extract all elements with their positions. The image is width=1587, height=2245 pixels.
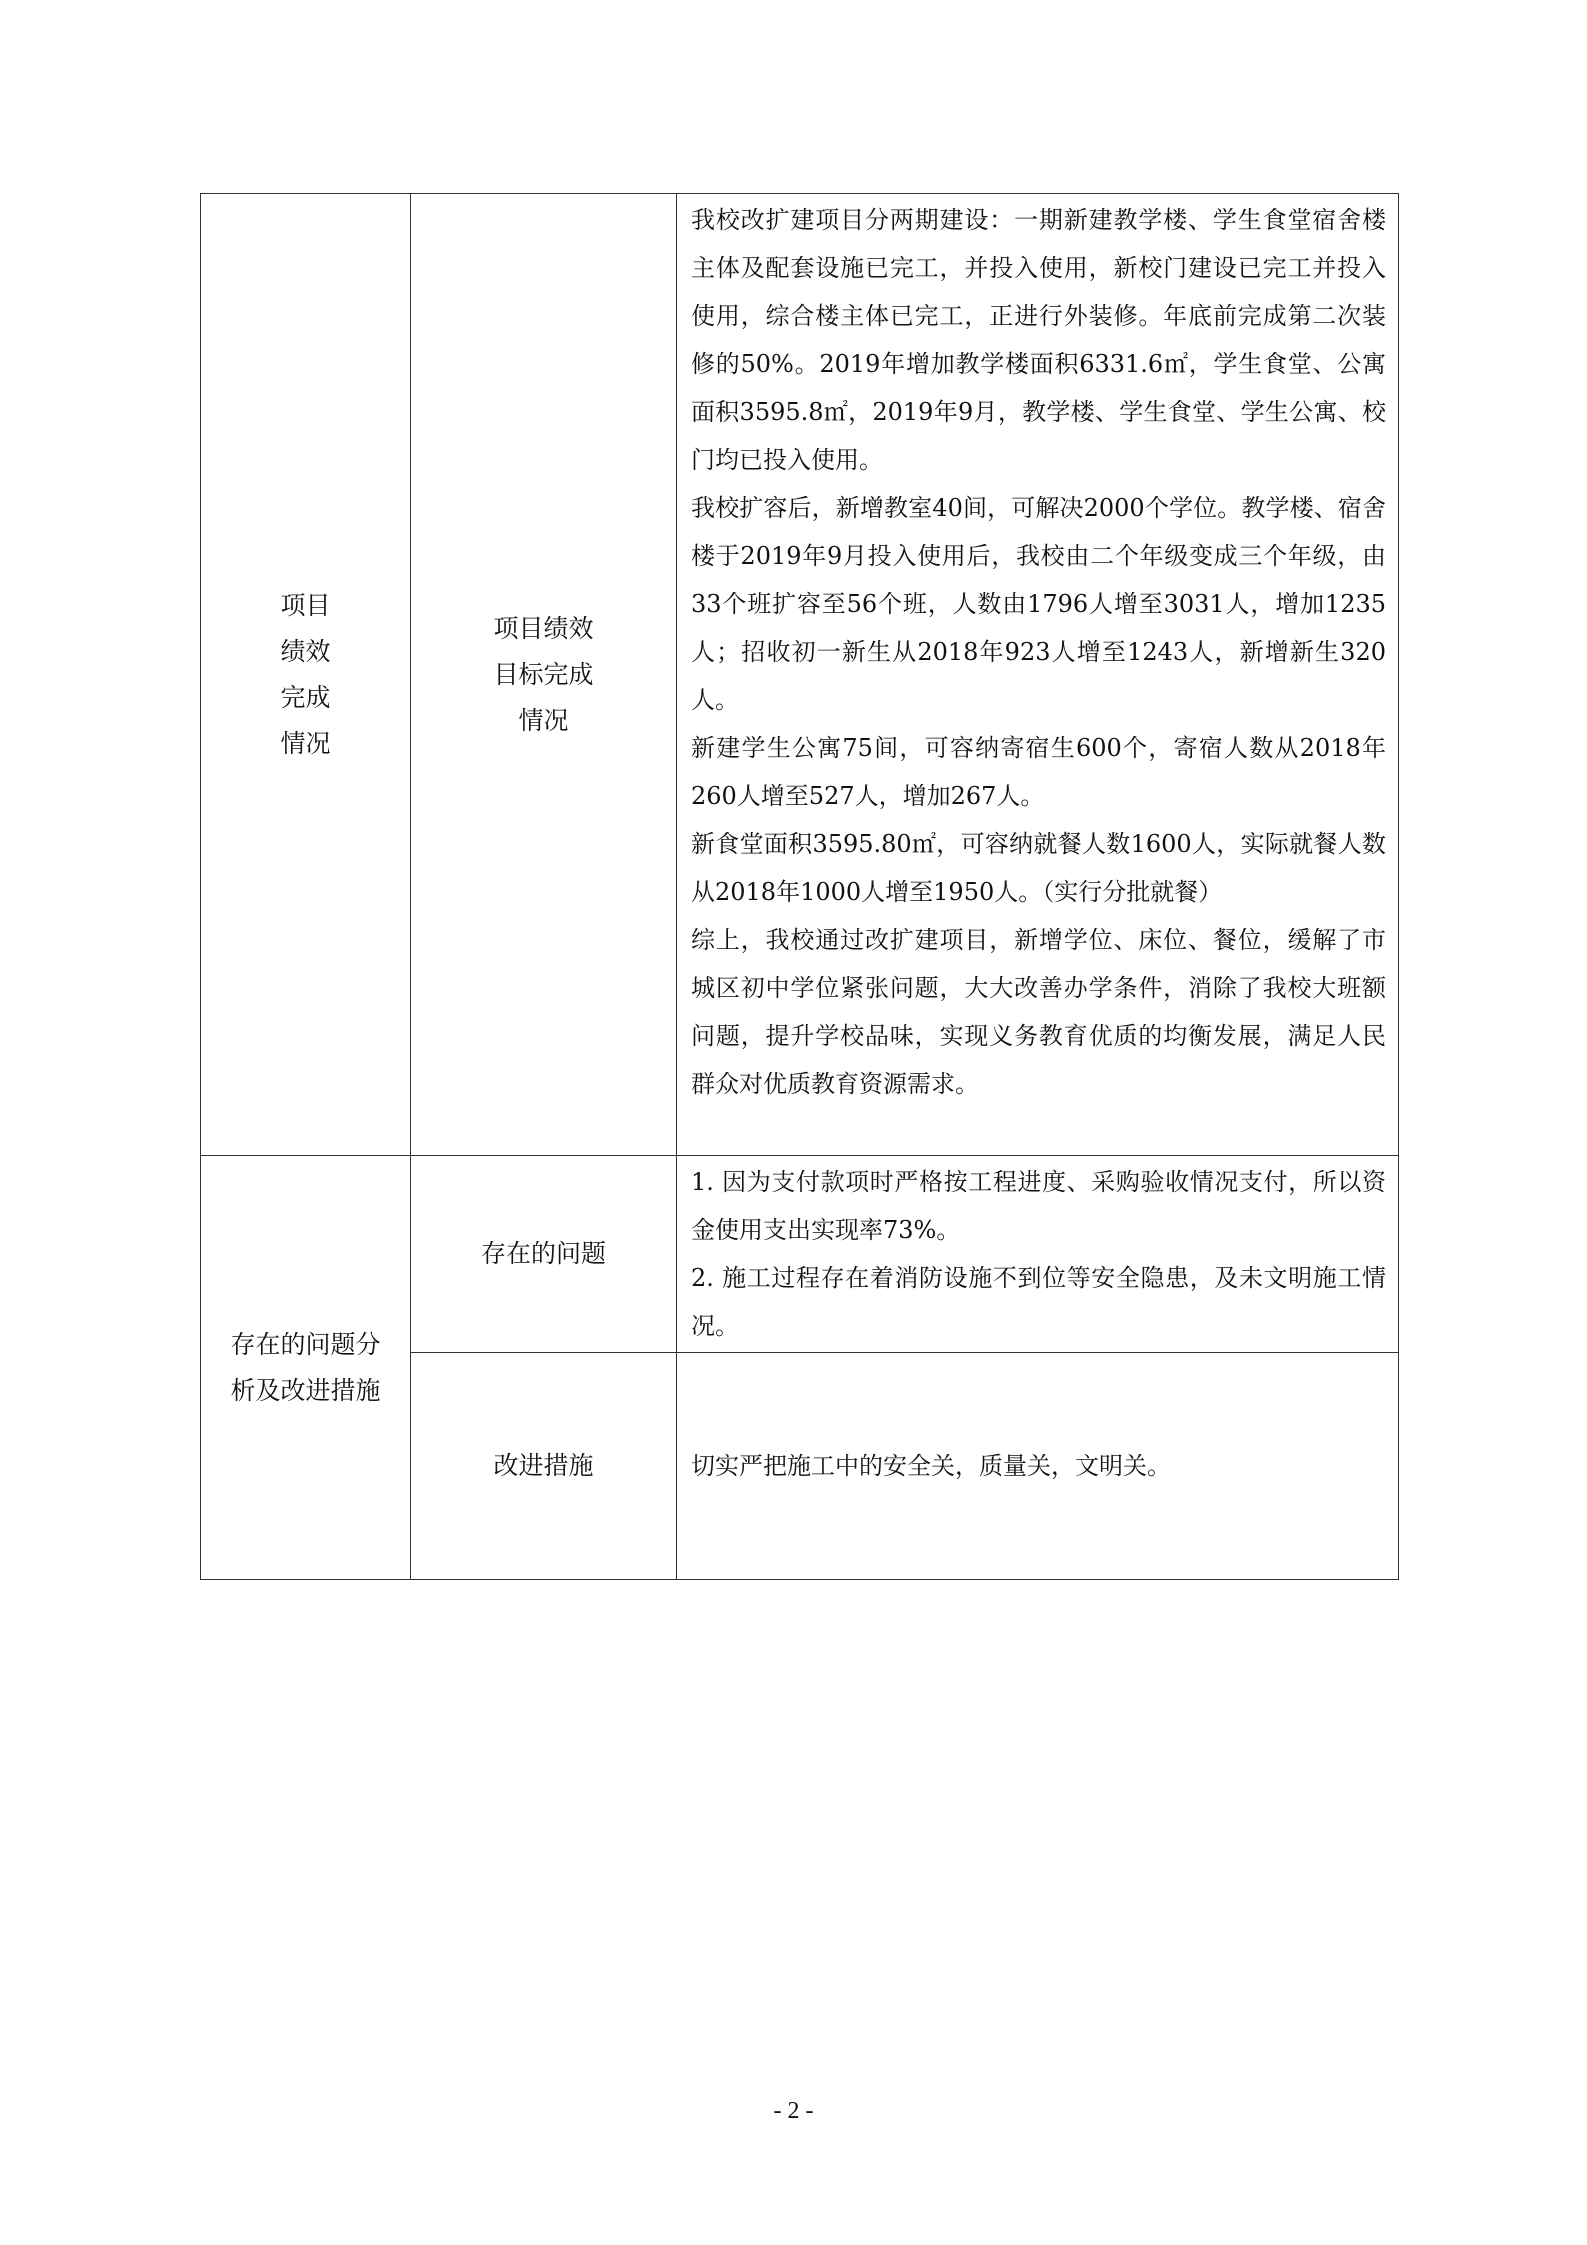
paragraph-dormitory: 新建学生公寓75间，可容纳寄宿生600个，寄宿人数从2018年260人增至527人，增加267人。 <box>691 734 1386 810</box>
subcategory-line: 项目绩效 <box>493 613 594 643</box>
category-cell-problems-analysis <box>201 1156 411 1580</box>
category-cell-performance <box>201 194 411 1156</box>
category-line: 情况 <box>280 728 331 758</box>
problems-label-cell: 存在的问题 <box>411 1156 677 1353</box>
measures-text: 切实严把施工中的安全关，质量关，文明关。 <box>691 1452 1171 1480</box>
problems-text-cell <box>677 1156 1399 1353</box>
category-line: 完成 <box>280 682 331 712</box>
problem-item: 2. 施工过程存在着消防设施不到位等安全隐患，及未文明施工情况。 <box>691 1264 1386 1340</box>
measures-label-cell: 改进措施 <box>411 1353 677 1580</box>
paragraph-construction-progress: 我校改扩建项目分两期建设：一期新建教学楼、学生食堂宿舍楼主体及配套设施已完工，并投入使用，新校门建设已完工并投入使用，综合楼主体已完工，正进行外装修。年底前完成第二次装修的50%。2019年增加教学楼面积6331.6㎡，学生食堂、公寓面积3595.8㎡，2019年9月，教学楼、学生食堂、学生公寓、校门均已投入使用。 <box>691 206 1386 474</box>
subcategory-line: 目标完成 <box>493 659 594 689</box>
table-row-performance <box>201 194 1399 1156</box>
page-number: - 2 - <box>773 2098 814 2124</box>
paragraph-classroom-expansion: 我校扩容后，新增教室40间，可解决2000个学位。教学楼、宿舍楼于2019年9月投入使用后，我校由二个年级变成三个年级，由33个班扩容至56个班，人数由1796人增至3031人，增加1235人；招收初一新生从2018年923人增至1243人，新增新生320人。 <box>691 494 1386 714</box>
measures-text-cell <box>677 1353 1399 1580</box>
problem-item: 1. 因为支付款项时严格按工程进度、采购验收情况支付，所以资金使用支出实现率73%。 <box>691 1168 1386 1244</box>
subcategory-cell-target-completion <box>411 194 677 1156</box>
subcategory-line: 情况 <box>518 705 569 735</box>
paragraph-canteen: 新食堂面积3595.80㎡，可容纳就餐人数1600人，实际就餐人数从2018年1000人增至1950人。（实行分批就餐） <box>691 830 1386 906</box>
category-line: 析及改进措施 <box>230 1375 381 1405</box>
category-line: 绩效 <box>280 636 331 666</box>
table-row-problems <box>201 1156 1399 1353</box>
performance-table <box>200 193 1399 1580</box>
performance-description-cell <box>677 194 1399 1156</box>
category-line: 项目 <box>280 590 331 620</box>
category-line: 存在的问题分 <box>230 1329 381 1359</box>
paragraph-summary: 综上，我校通过改扩建项目，新增学位、床位、餐位，缓解了市城区初中学位紧张问题，大大改善办学条件，消除了我校大班额问题，提升学校品味，实现义务教育优质的均衡发展，满足人民群众对优质教育资源需求。 <box>691 926 1386 1098</box>
